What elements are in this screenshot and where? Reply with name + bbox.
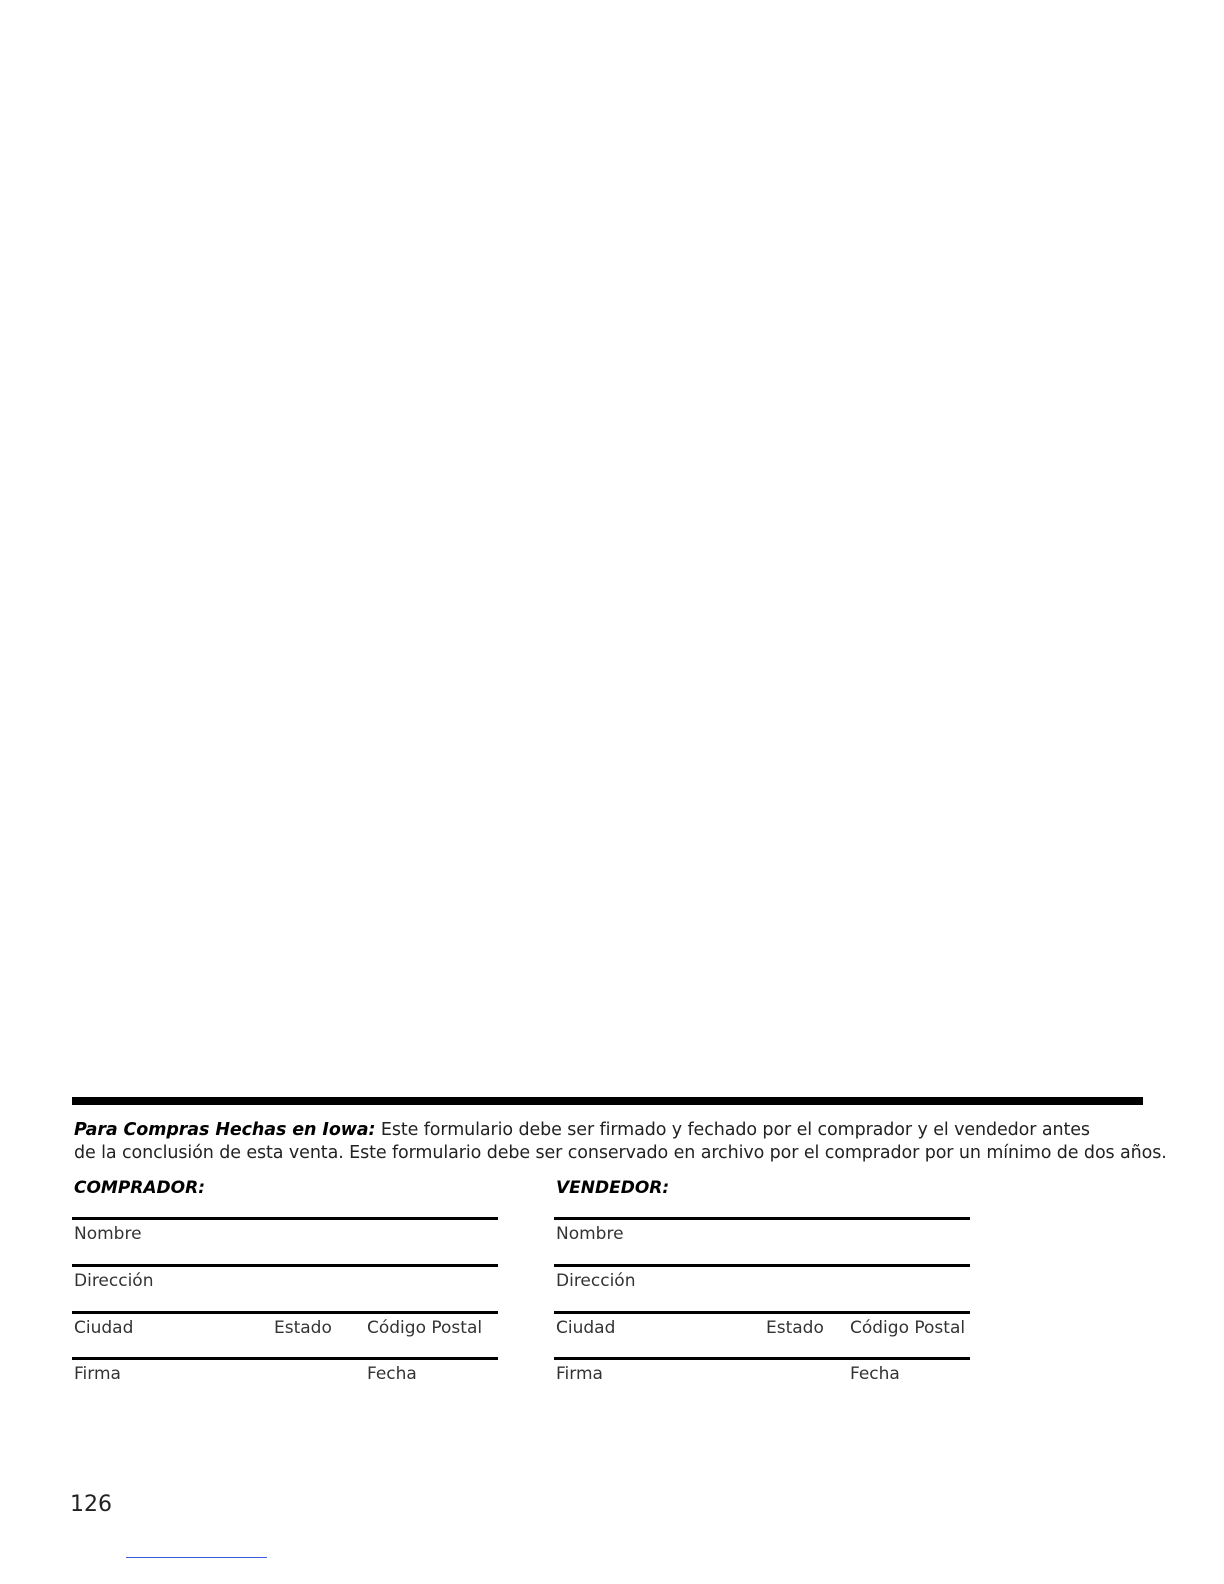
- seller-name-label: Nombre: [556, 1224, 624, 1244]
- buyer-state-label: Estado: [274, 1318, 332, 1338]
- buyer-date-label: Fecha: [367, 1364, 417, 1384]
- section-divider: [72, 1097, 1143, 1105]
- seller-address-label: Dirección: [556, 1271, 636, 1291]
- seller-city-label: Ciudad: [556, 1318, 616, 1338]
- buyer-address-field[interactable]: [72, 1264, 498, 1291]
- seller-name-field[interactable]: [554, 1217, 970, 1244]
- buyer-signature-label: Firma: [74, 1364, 121, 1384]
- buyer-zip-label: Código Postal: [367, 1318, 483, 1338]
- buyer-heading: COMPRADOR:: [74, 1178, 206, 1198]
- buyer-address-label: Dirección: [74, 1271, 154, 1291]
- seller-signature-label: Firma: [556, 1364, 603, 1384]
- seller-signature-date-field[interactable]: [554, 1357, 970, 1384]
- footer-link-underline: [126, 1557, 267, 1558]
- iowa-purchase-notice: [74, 1119, 1174, 1165]
- seller-city-state-zip-field[interactable]: [554, 1311, 970, 1338]
- buyer-city-label: Ciudad: [74, 1318, 134, 1338]
- buyer-city-state-zip-field[interactable]: [72, 1311, 498, 1338]
- page-number: 126: [70, 1492, 112, 1517]
- seller-date-label: Fecha: [850, 1364, 900, 1384]
- notice-line-1: [74, 1119, 1174, 1142]
- buyer-name-field[interactable]: [72, 1217, 498, 1244]
- seller-state-label: Estado: [766, 1318, 824, 1338]
- buyer-signature-date-field[interactable]: [72, 1357, 498, 1384]
- seller-zip-label: Código Postal: [850, 1318, 966, 1338]
- buyer-name-label: Nombre: [74, 1224, 142, 1244]
- notice-lead: Para Compras Hechas en Iowa:: [74, 1120, 376, 1140]
- notice-line-2: de la conclusión de esta venta. Este formulario debe ser conservado en archivo por el comprador por un mínimo de dos años.: [74, 1143, 1167, 1163]
- seller-heading: VENDEDOR:: [556, 1178, 670, 1198]
- seller-address-field[interactable]: [554, 1264, 970, 1291]
- notice-line-1-text: Este formulario debe ser firmado y fechado por el comprador y el vendedor antes: [375, 1120, 1090, 1140]
